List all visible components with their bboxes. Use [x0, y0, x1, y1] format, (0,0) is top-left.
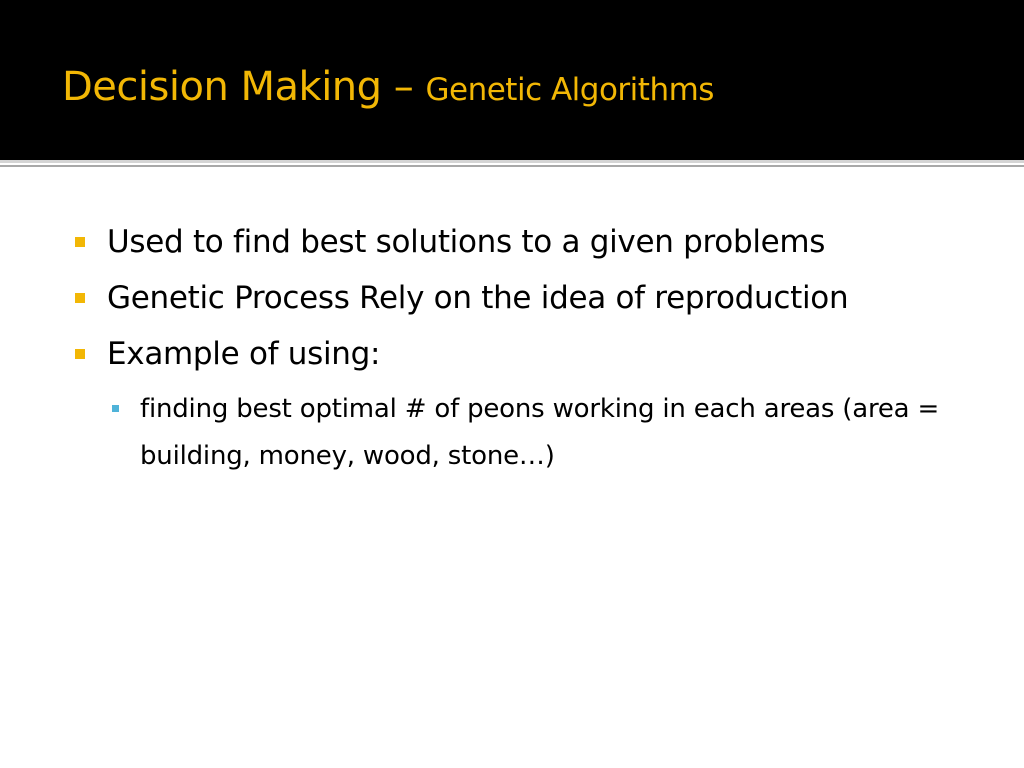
subbullet-text: finding best optimal # of peons working in each areas (area = building, money, wood, stone…): [140, 394, 940, 471]
title-divider-light: [0, 160, 1024, 163]
bullet-list: [72, 216, 972, 480]
subbullet-item: [107, 386, 972, 480]
slide-title-subtitle: Genetic Algorithms: [425, 72, 714, 108]
bullet-text: Example of using:: [107, 336, 381, 372]
square-bullet-icon: [75, 237, 85, 247]
bullet-text: Genetic Process Rely on the idea of reproduction: [107, 280, 849, 316]
square-subbullet-icon: [112, 405, 119, 412]
square-bullet-icon: [75, 349, 85, 359]
bullet-item: [72, 328, 972, 381]
title-divider-dark: [0, 165, 1024, 167]
bullet-text: Used to find best solutions to a given problems: [107, 224, 826, 260]
bullet-item: [72, 272, 972, 325]
bullet-item: [72, 216, 972, 269]
slide-title-main: Decision Making –: [62, 64, 426, 110]
slide-title: [62, 64, 714, 110]
square-bullet-icon: [75, 293, 85, 303]
